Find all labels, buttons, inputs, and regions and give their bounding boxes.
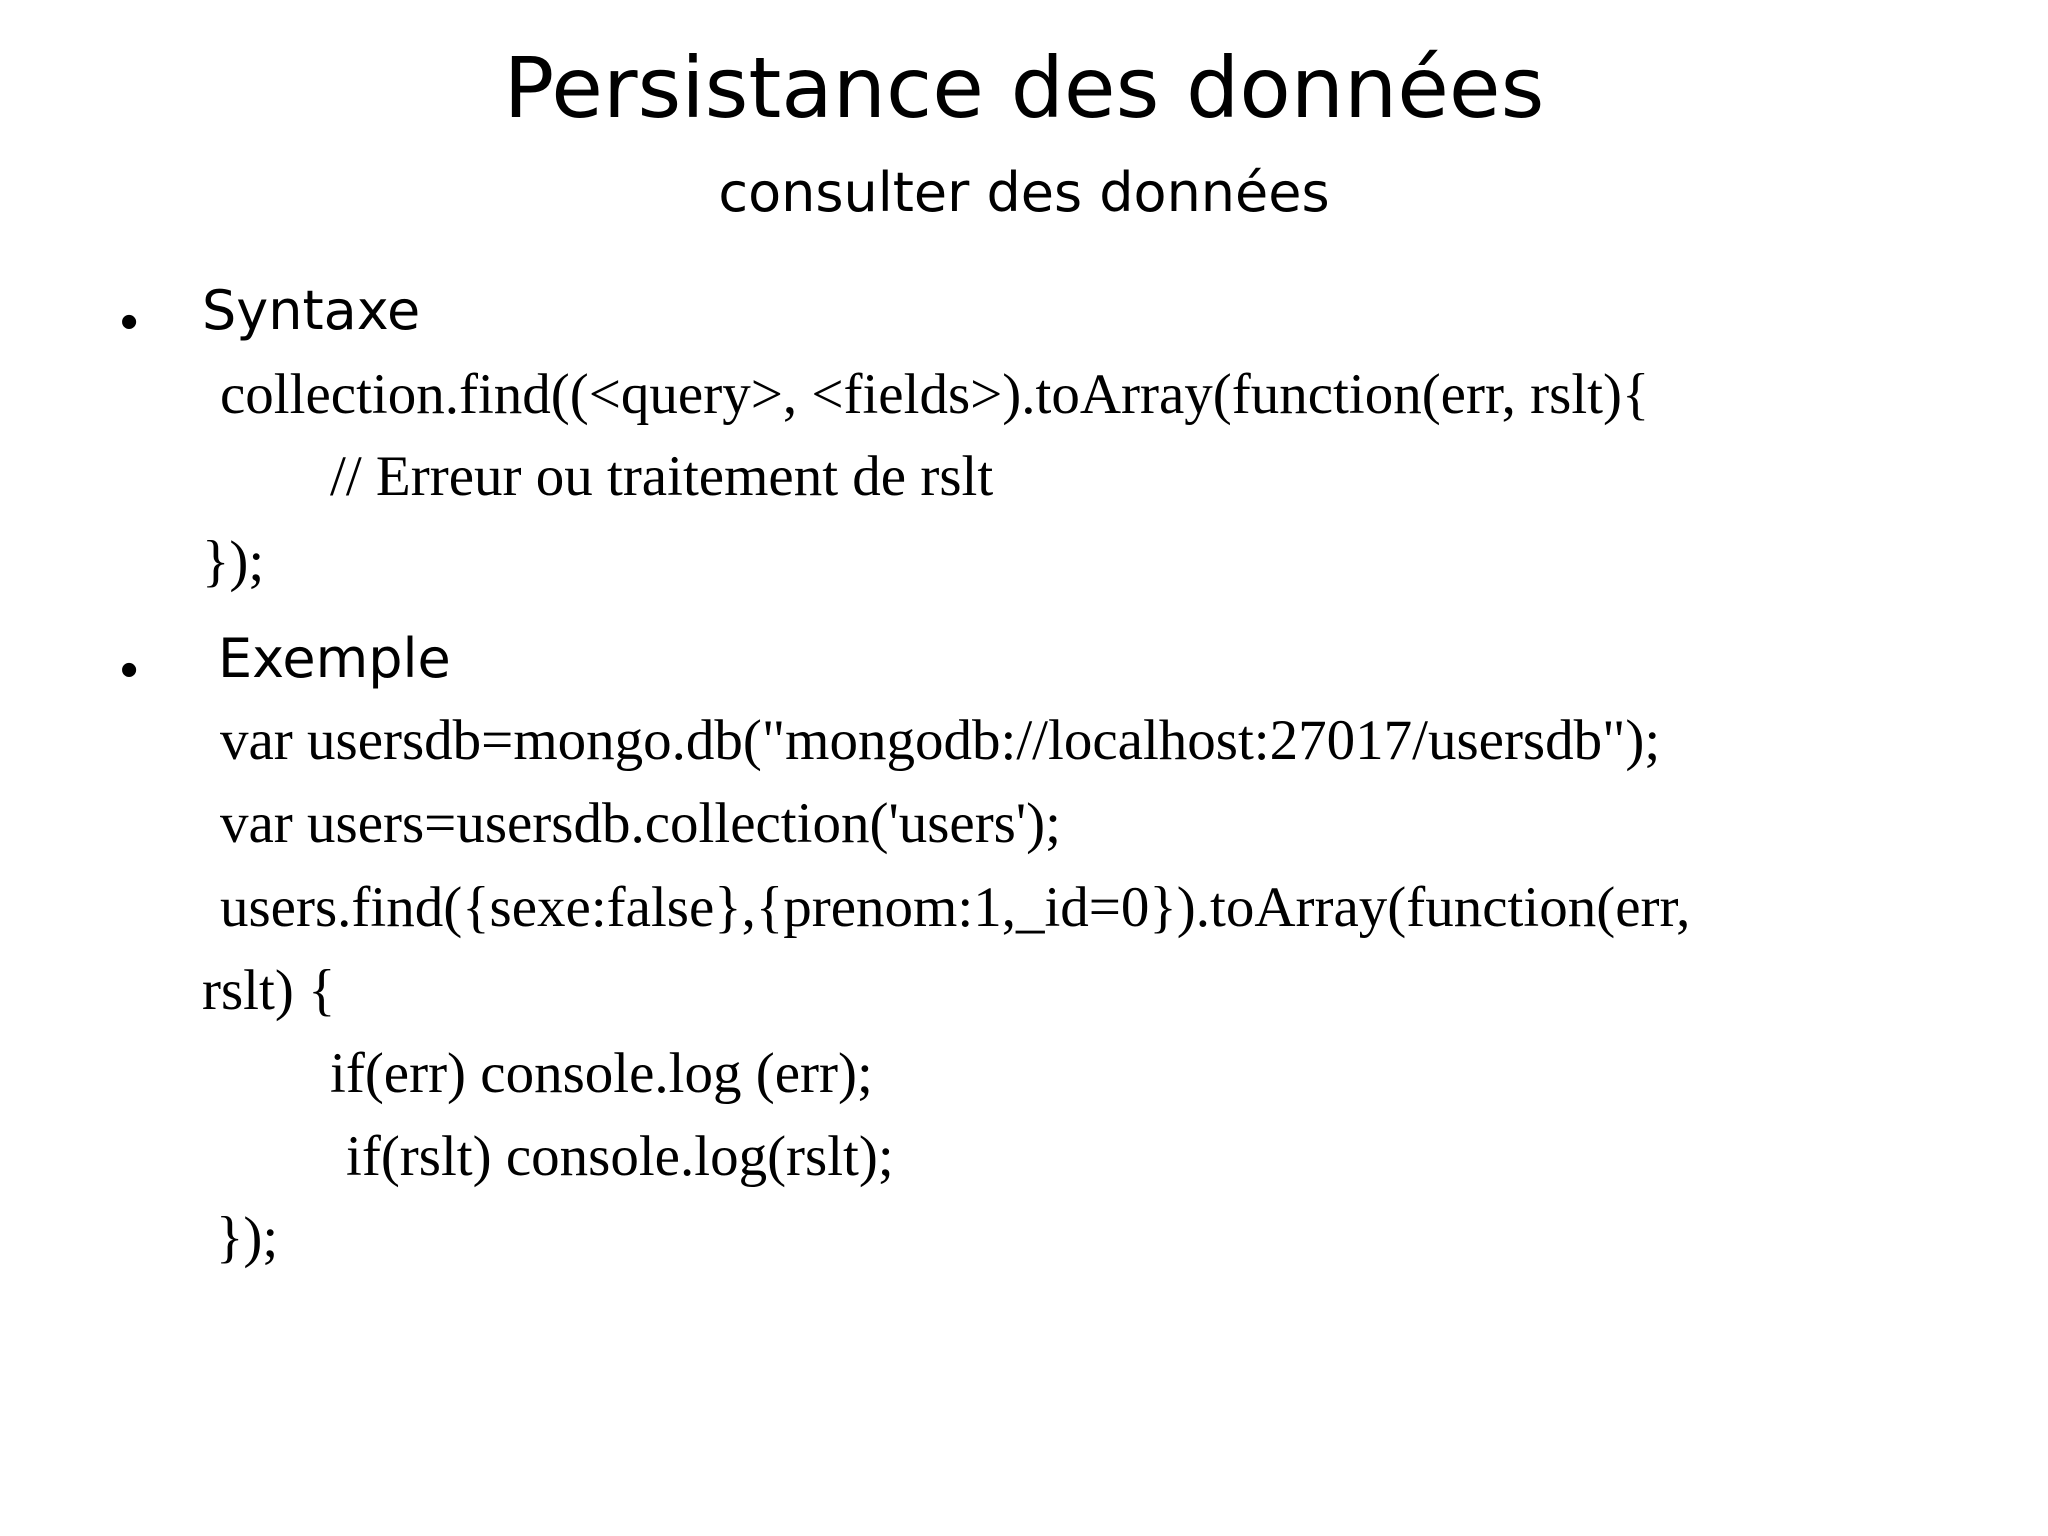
code-line: collection.find((<query>, <fields>).toArray(function(err, rslt){ <box>220 363 1650 426</box>
code-line: if(err) console.log (err); <box>330 1042 873 1105</box>
code-line: }); <box>216 1206 279 1269</box>
code-line: // Erreur ou traitement de rslt <box>330 445 994 508</box>
slide-title: Persistance des données <box>503 39 1545 137</box>
code-line: var usersdb=mongo.db("mongodb://localhost:27017/usersdb"); <box>220 709 1661 772</box>
code-line: if(rslt) console.log(rslt); <box>346 1125 894 1188</box>
example-heading: Exemple <box>218 627 451 690</box>
syntax-heading: Syntaxe <box>202 279 421 342</box>
code-line: rslt) { <box>202 959 336 1022</box>
code-line: var users=usersdb.collection('users'); <box>220 792 1061 855</box>
slide-subtitle: consulter des données <box>718 161 1330 224</box>
bullet-icon: • <box>120 641 139 699</box>
code-line: }); <box>202 530 265 593</box>
code-line: users.find({sexe:false},{prenom:1,_id=0}).toArray(function(err, <box>220 876 1691 939</box>
bullet-icon: • <box>120 293 139 351</box>
